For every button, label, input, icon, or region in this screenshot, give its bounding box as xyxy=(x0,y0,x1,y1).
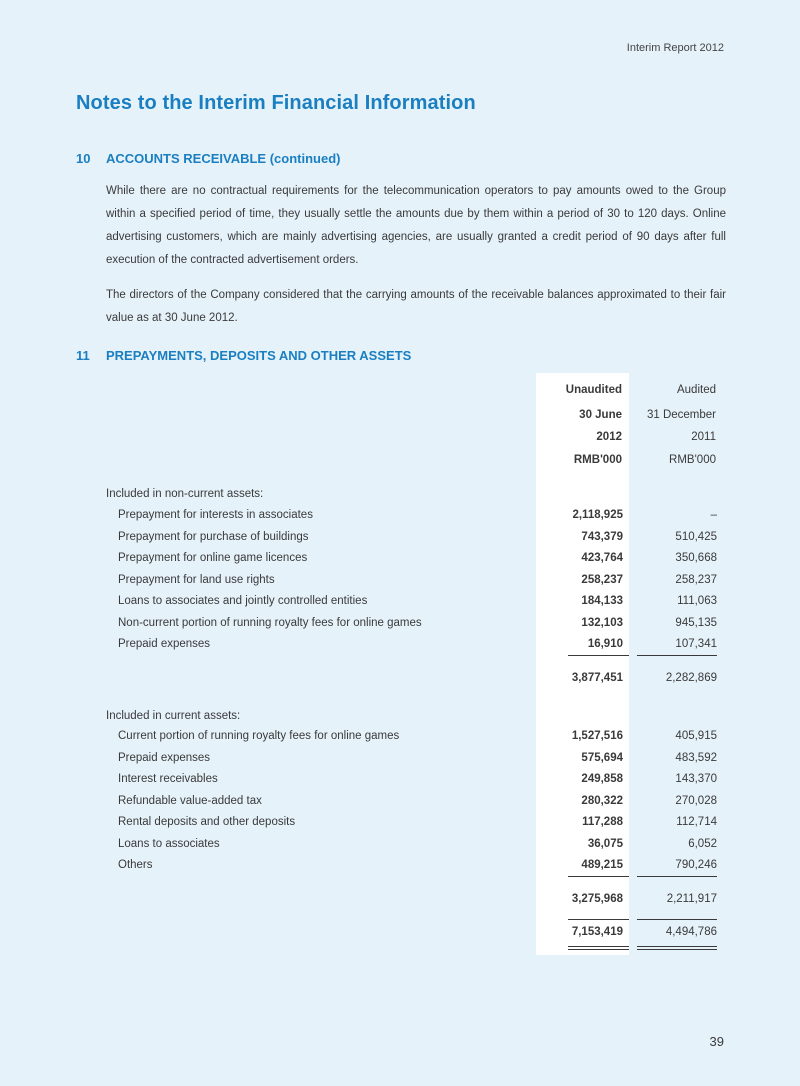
col2-status: Audited xyxy=(676,384,716,396)
page-title: Notes to the Interim Financial Information xyxy=(76,92,476,114)
col2-unit: RMB'000 xyxy=(669,454,716,466)
row-col1-value: 258,237 xyxy=(581,573,623,586)
noncurrent-total-row xyxy=(106,672,717,693)
row-label: Refundable value-added tax xyxy=(118,794,262,807)
row-col1-value: 280,322 xyxy=(581,794,623,807)
row-col1-value: 489,215 xyxy=(581,859,623,871)
row-label: Prepayment for land use rights xyxy=(118,573,275,586)
col1-year: 2012 xyxy=(596,431,622,443)
row-col2-value: 350,668 xyxy=(675,552,717,564)
section-10-paragraph-1: While there are no contractual requirements for the telecommunication operators to pay amounts owed to the Group within a specified period of time, they usually settle the amounts due by them within a period of 30 to 120 days. Online advertising customers, which are mainly advertising agencies, are usually granted a credit period of 90 days after full execution of the contracted advertisement orders. xyxy=(106,185,726,266)
col2-subtotal-line xyxy=(637,655,717,656)
table-row xyxy=(106,509,717,530)
total-col2-value: 2,211,917 xyxy=(666,893,717,905)
col2-total-line xyxy=(637,919,717,920)
row-col2-value: 483,592 xyxy=(675,751,717,764)
table-row xyxy=(106,773,717,794)
table-row xyxy=(106,617,717,638)
row-col2-value: 6,052 xyxy=(688,837,717,850)
col1-date: 30 June xyxy=(579,409,622,421)
table-row xyxy=(106,795,717,816)
row-col1-value: 2,118,925 xyxy=(572,509,623,521)
section-10-heading xyxy=(76,151,340,166)
row-col1-value: 184,133 xyxy=(581,595,623,607)
grand-total-col1-value: 7,153,419 xyxy=(571,926,623,938)
row-col1-value: 575,694 xyxy=(581,751,623,764)
row-col1-value: 117,288 xyxy=(582,816,623,828)
col1-status: Unaudited xyxy=(565,384,622,396)
table-row xyxy=(106,752,717,773)
total-col1-value: 3,877,451 xyxy=(571,672,623,684)
col1-subtotal-line xyxy=(568,655,629,656)
section-10-paragraph-2: The directors of the Company considered that the carrying amounts of the receivable balances approximated to their fair value as at 30 June 2012. xyxy=(106,289,726,324)
row-label: Prepaid expenses xyxy=(118,751,211,764)
col2-date: 31 December xyxy=(646,409,716,421)
col1-total-line xyxy=(568,919,629,920)
grand-total-col2-value: 4,494,786 xyxy=(665,926,717,938)
table-row xyxy=(106,595,717,616)
row-col2-value: 107,341 xyxy=(675,638,717,650)
col1-subtotal-line xyxy=(568,876,629,877)
row-col2-value: 143,370 xyxy=(675,773,717,785)
row-col1-value: 743,379 xyxy=(581,530,623,543)
table-row xyxy=(106,574,717,595)
row-col2-value: 112,714 xyxy=(676,816,717,828)
row-label: Prepayment for interests in associates xyxy=(118,509,313,521)
table-row xyxy=(106,730,717,751)
section-number: 10 xyxy=(76,151,91,166)
col1-double-underline-bottom xyxy=(568,949,629,950)
row-col1-value: 36,075 xyxy=(587,837,623,850)
col2-double-underline-bottom xyxy=(637,949,717,950)
row-col2-value: 945,135 xyxy=(675,616,717,629)
row-label: Current portion of running royalty fees for online games xyxy=(118,730,400,742)
col1-double-underline-top xyxy=(568,946,629,947)
row-col2-value: 270,028 xyxy=(675,794,717,807)
col1-unit: RMB'000 xyxy=(573,454,622,466)
table-row xyxy=(106,838,717,859)
total-col1-value: 3,275,968 xyxy=(571,893,623,905)
current-group-label: Included in current assets: xyxy=(106,710,241,722)
row-col1-value: 423,764 xyxy=(581,552,623,564)
col2-subtotal-line xyxy=(637,876,717,877)
row-label: Prepayment for purchase of buildings xyxy=(118,530,309,543)
row-label: Rental deposits and other deposits xyxy=(118,816,296,828)
row-col1-value: 16,910 xyxy=(587,638,623,650)
table-row xyxy=(106,531,717,552)
row-label: Loans to associates xyxy=(118,837,220,850)
row-label: Prepayment for online game licences xyxy=(118,552,308,564)
row-col2-value: – xyxy=(710,509,717,521)
row-col1-value: 1,527,516 xyxy=(571,730,623,742)
row-col2-value: 790,246 xyxy=(675,859,717,871)
col2-year: 2011 xyxy=(691,431,716,443)
row-col1-value: 249,858 xyxy=(581,773,623,785)
row-label: Non-current portion of running royalty fees for online games xyxy=(118,616,422,629)
row-label: Loans to associates and jointly controlled entities xyxy=(118,595,368,607)
row-label: Others xyxy=(118,859,153,871)
row-col2-value: 510,425 xyxy=(675,530,717,543)
row-col2-value: 111,063 xyxy=(677,595,717,607)
row-label: Interest receivables xyxy=(118,773,218,785)
row-col2-value: 405,915 xyxy=(675,730,717,742)
current-total-row xyxy=(106,893,717,914)
page-number: 39 xyxy=(709,1034,724,1049)
table-row xyxy=(106,816,717,837)
grand-total-row xyxy=(106,926,717,947)
row-col2-value: 258,237 xyxy=(675,573,717,586)
noncurrent-group-label: Included in non-current assets: xyxy=(106,488,264,500)
section-number: 11 xyxy=(76,348,90,363)
report-header: Interim Report 2012 xyxy=(626,42,724,54)
section-title: PREPAYMENTS, DEPOSITS AND OTHER ASSETS xyxy=(106,348,412,363)
table-row xyxy=(106,552,717,573)
section-title: ACCOUNTS RECEIVABLE (continued) xyxy=(106,151,341,166)
row-label: Prepaid expenses xyxy=(118,638,211,650)
total-col2-value: 2,282,869 xyxy=(665,672,717,684)
section-11-heading xyxy=(76,348,411,363)
row-col1-value: 132,103 xyxy=(581,616,623,629)
col2-double-underline-top xyxy=(637,946,717,947)
